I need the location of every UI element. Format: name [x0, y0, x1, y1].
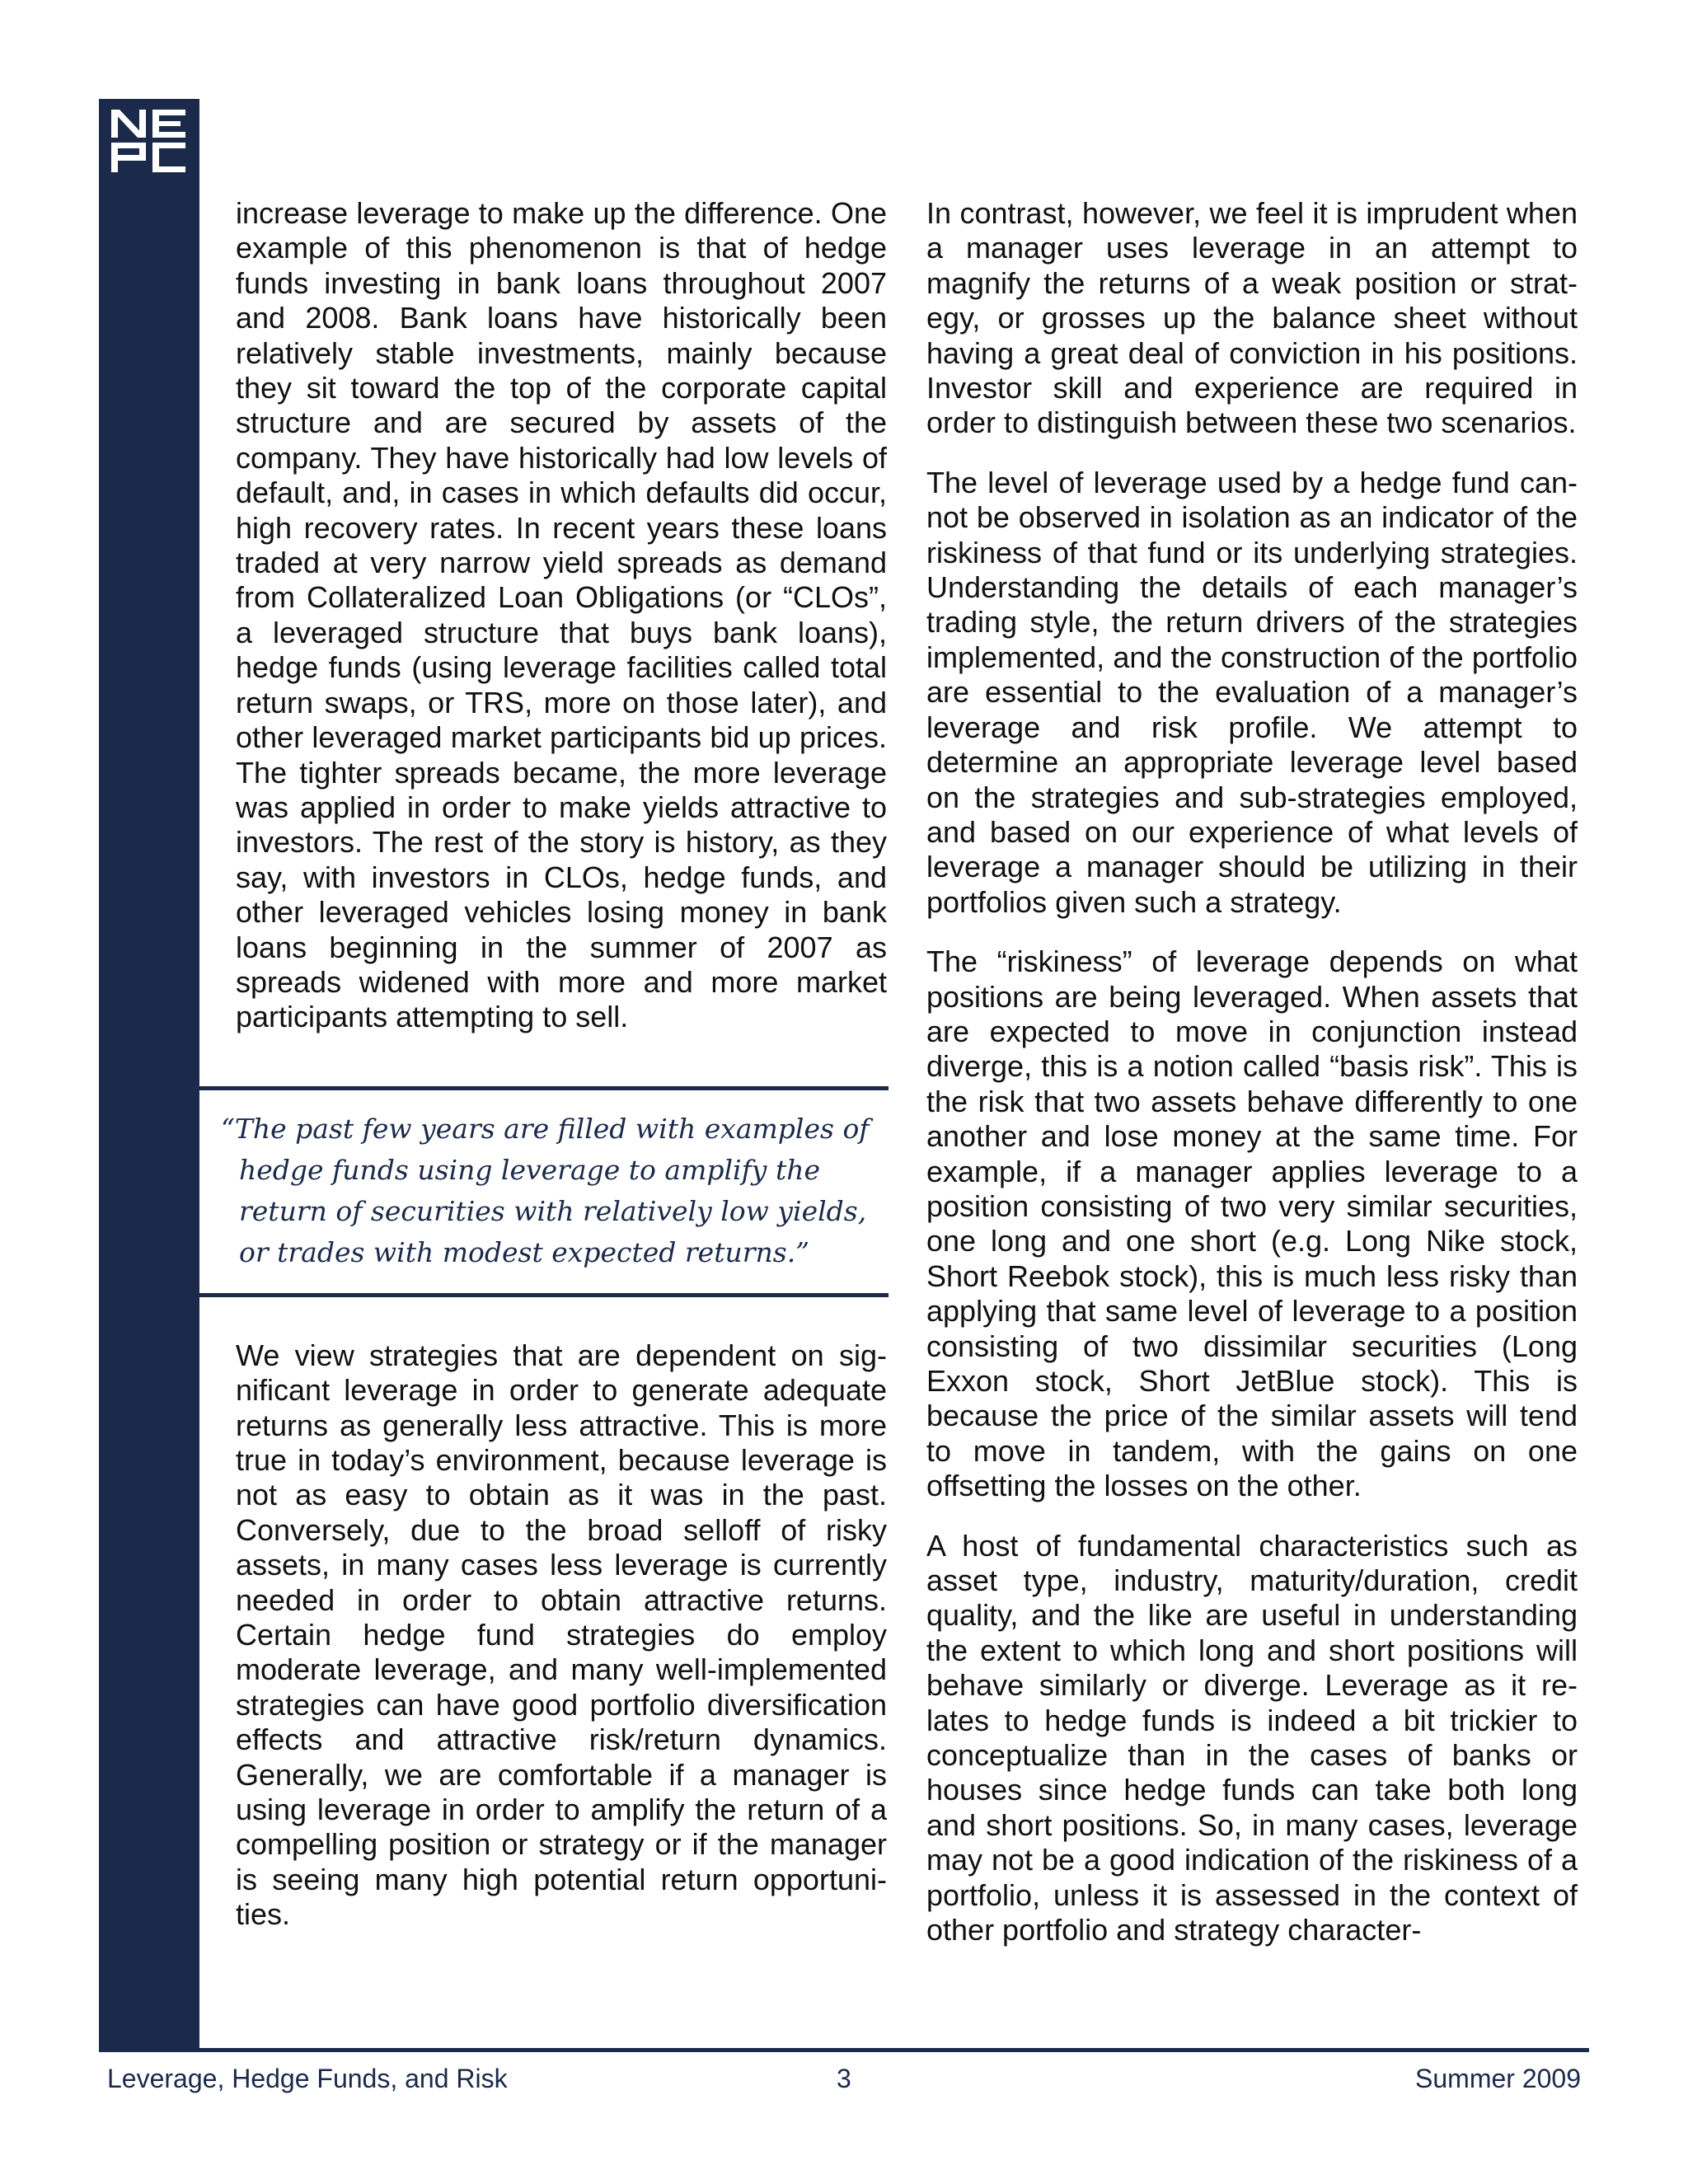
page-number: 3 [837, 2064, 851, 2093]
right-column [926, 196, 1578, 1973]
left-paragraph-1: increase leverage to make up the difference. One example of this phenomenon is that of hedge funds investing in bank loans throughout 2007 and 2008. Bank loans have historically been relatively stable investments, mainly because they sit toward the top of the corporate capital structure and are secured by assets of the company. They have historically had low levels of default, and, in cases in which defaults did occur, high recovery rates. In recent years these loans traded at very narrow yield spreads as demand from Collateralized Loan Obligations (or “CLOs”, a leveraged structure that buys bank loans), hedge funds (using leverage facilities called total return swaps, or TRS, more on those later), and other leveraged market participants bid up prices. The tighter spreads became, the more leverage was applied in order to make yields attractive to investors. The rest of the story is history, as they say, with investors in CLOs, hedge funds, and other leveraged vehicles losing money in bank loans beginning in the summer of 2007 as spreads widened with more and more market participants attempting to sell. [236, 196, 887, 1034]
right-paragraph-1: In contrast, however, we feel it is imprudent when a manager uses leverage in an attempt to magnify the returns of a weak position or strategy, or grosses up the balance sheet without having a great deal of conviction in his positions. Investor skill and experience are required in order to distinguish between these two scenarios. [926, 196, 1578, 440]
right-paragraph-4: A host of fundamental characteristics such as asset type, industry, maturity/duration, credit quality, and the like are useful in understanding the extent to which long and short positions will behave similarly or diverge. Leverage as it relates to hedge funds is indeed a bit trickier to conceptualize than in the cases of banks or houses since hedge funds can take both long and short positions. So, in many cases, leverage may not be a good indication of the riskiness of a portfolio, unless it is assessed in the context of other portfolio and strategy character- [926, 1528, 1578, 1947]
sidebar-band [99, 99, 199, 2052]
left-paragraph-2: We view strategies that are dependent on significant leverage in order to generate adequate returns as generally less attractive. This is more true in today’s environment, because leverage is not as easy to obtain as it was in the past. Conversely, due to the broad selloff of risky assets, in many cases less leverage is currently needed in order to obtain attractive returns. Certain hedge fund strategies do employ moderate leverage, and many well-implemented strategies can have good portfolio diversification effects and attractive risk/return dynamics. Generally, we are comfortable if a manager is using leverage in order to amplify the return of a compelling position or strategy or if the manager is seeing many high potential return opportunities. [236, 1338, 887, 1932]
footer-rule [99, 2048, 1589, 2052]
footer-date: Summer 2009 [1415, 2064, 1581, 2093]
pull-quote [199, 1086, 889, 1297]
right-paragraph-3: The “riskiness” of leverage depends on what positions are being leveraged. When assets that are expected to move in conjunction instead diverge, this is a notion called “basis risk”. This is the risk that two assets behave differently to one another and lose money at the same time. For example, if a manager applies leverage to a position consisting of two very similar securities, one long and one short (e.g. Long Nike stock, Short Reebok stock), this is much less risky than applying that same level of leverage to a position consisting of two dissimilar securities (Long Exxon stock, Short JetBlue stock). This is because the price of the similar assets will tend to move in tandem, with the gains on one offsetting the losses on the other. [926, 944, 1578, 1503]
left-column [221, 196, 887, 1957]
nepc-logo [99, 99, 199, 181]
nepc-logo-mark [108, 105, 190, 176]
right-paragraph-2: The level of leverage used by a hedge fund cannot be observed in isolation as an indicator of the riskiness of that fund or its underlying strategies. Understanding the details of each manager’s trading style, the return drivers of the strategies implemented, and the construction of the portfolio are essential to the evaluation of a manager’s leverage and risk profile. We attempt to determine an appropriate leverage level based on the strategies and sub-strategies employed, and based on our experience of what levels of leverage a manager should be utilizing in their portfolios given such a strategy. [926, 465, 1578, 919]
pull-quote-text: “The past few years are filled with examples of hedge funds using leverage to amplify the return of securities with relatively low yields, or trades with modest expected returns.” [221, 1112, 870, 1268]
footer-title: Leverage, Hedge Funds, and Risk [107, 2064, 508, 2093]
